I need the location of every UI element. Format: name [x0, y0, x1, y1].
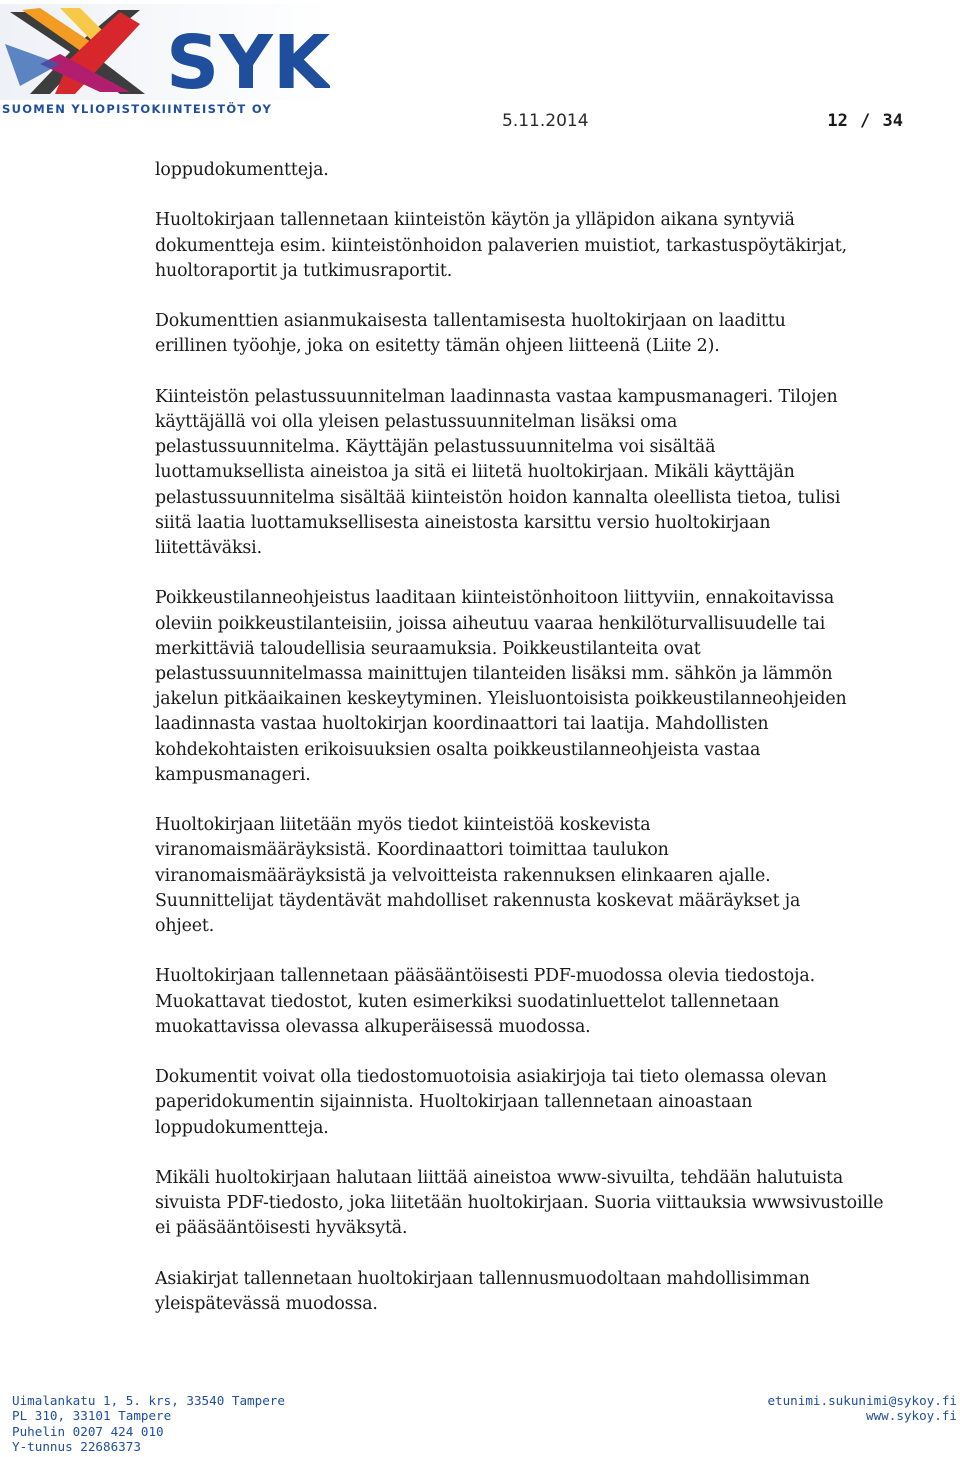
- paragraph-line: Mikäli huoltokirjaan halutaan liittää aineistoa www-sivuilta, tehdään halutuista: [155, 1168, 844, 1188]
- paragraph-line: pelastussuunnitelmassa mainittujen tilanteiden lisäksi mm. sähkön ja lämmön: [155, 664, 833, 684]
- body-paragraph: [155, 385, 935, 561]
- footer-address: [12, 1393, 285, 1455]
- paragraph-line: ohjeet.: [155, 916, 215, 937]
- body-paragraph: [155, 964, 935, 1040]
- paragraph-line: merkittäviä taloudellisia seuraamuksia. Poikkeustilanteita ovat: [155, 638, 701, 659]
- footer-address-line: PL 310, 33101 Tampere: [12, 1408, 172, 1424]
- body-paragraph: [155, 208, 935, 284]
- paragraph-line: erillinen työohje, joka on esitetty tämän ohjeen liitteenä (Liite 2).: [155, 336, 720, 357]
- footer-website-link[interactable]: www.sykoy.fi: [866, 1408, 957, 1424]
- paragraph-line: kampusmanageri.: [155, 764, 311, 785]
- body-paragraph: [155, 813, 935, 939]
- paragraph-line: huoltoraportit ja tutkimusraportit.: [155, 260, 453, 281]
- document-date: 5.11.2014: [502, 111, 589, 131]
- paragraph-line: ei pääsääntöisesti hyväksytä.: [155, 1218, 408, 1239]
- body-paragraph: [155, 158, 935, 183]
- body-paragraph: [155, 1166, 935, 1242]
- body-paragraph: [155, 309, 935, 359]
- paragraph-line: kohdekohtaisten erikoisuuksien osalta poikkeustilanneohjeista vastaa: [155, 739, 761, 760]
- document-body: [155, 158, 935, 1342]
- company-name: SUOMEN YLIOPISTOKIINTEISTÖT OY: [2, 102, 273, 116]
- paragraph-line: luottamuksellista aineistoa ja sitä ei liitetä huoltokirjaan. Mikäli käyttäjän: [155, 462, 795, 483]
- syk-logo-graphic: [0, 4, 330, 100]
- paragraph-line: pelastussuunnitelma. Käyttäjän pelastussuunnitelma voi sisältää: [155, 437, 716, 458]
- paragraph-line: laadinnasta vastaa huoltokirjan koordinaattori tai laatija. Mahdollisten: [155, 714, 769, 735]
- paragraph-line: dokumentteja esim. kiinteistönhoidon palaverien muistiot, tarkastuspöytäkirjat,: [155, 235, 847, 256]
- paragraph-line: käyttäjällä voi olla yleisen pelastussuunnitelman lisäksi oma: [155, 411, 678, 432]
- body-paragraph: [155, 1065, 935, 1141]
- paragraph-line: Dokumenttien asianmukaisesta tallentamisesta huoltokirjaan on laadittu: [155, 311, 786, 332]
- footer-phone: Puhelin 0207 424 010: [12, 1423, 164, 1439]
- footer-email-link[interactable]: etunimi.sukunimi@sykoy.fi: [767, 1393, 957, 1408]
- paragraph-line: yleispätevässä muodossa.: [155, 1294, 378, 1314]
- paragraph-line: pelastussuunnitelma sisältää kiinteistön hoidon kannalta oleellista tietoa, tulisi: [155, 487, 841, 508]
- paragraph-line: loppudokumentteja.: [155, 1117, 329, 1138]
- paragraph-line: Asiakirjat tallennetaan huoltokirjaan tallennusmuodoltaan mahdollisimman: [155, 1268, 810, 1289]
- body-paragraph: [155, 586, 935, 788]
- company-logo: [0, 4, 330, 116]
- paragraph-line: paperidokumentin sijainnista. Huoltokirjaan tallennetaan ainoastaan: [155, 1092, 753, 1113]
- paragraph-line: jakelun pitkäaikainen keskeytyminen. Yleisluontoisista poikkeustilanneohjeiden: [155, 689, 847, 710]
- paragraph-line: Muokattavat tiedostot, kuten esimerkiksi suodatinluettelot tallennetaan: [155, 991, 780, 1012]
- body-paragraph: [155, 1267, 935, 1317]
- paragraph-line: Suunnittelijat täydentävät mahdolliset rakennusta koskevat määräykset ja: [155, 890, 801, 911]
- page-number: 12 / 34: [827, 111, 903, 131]
- paragraph-line: siitä laatia luottamuksellisesta aineistosta karsittu versio huoltokirjaan: [155, 512, 771, 533]
- paragraph-line: viranomaismääräyksistä. Koordinaattori toimittaa taulukon: [155, 840, 669, 861]
- footer-contact: [767, 1393, 957, 1424]
- paragraph-line: Huoltokirjaan tallennetaan pääsääntöisesti PDF-muodossa olevia tiedostoja.: [155, 966, 815, 987]
- paragraph-line: viranomaismääräyksistä ja velvoitteista rakennuksen elinkaaren ajalle.: [155, 865, 771, 886]
- paragraph-line: sivuista PDF-tiedosto, joka liitetään huoltokirjaan. Suoria viittauksia wwwsivustoille: [155, 1193, 884, 1214]
- footer-business-id: Y-tunnus 22686373: [12, 1439, 141, 1455]
- paragraph-line: Dokumentit voivat olla tiedostomuotoisia asiakirjoja tai tieto olemassa olevan: [155, 1067, 827, 1088]
- logo-wordmark: SYK: [166, 20, 330, 100]
- paragraph-line: Huoltokirjaan tallennetaan kiinteistön käytön ja ylläpidon aikana syntyviä: [155, 210, 795, 231]
- paragraph-line: liitettäväksi.: [155, 538, 262, 558]
- paragraph-line: loppudokumentteja.: [155, 160, 329, 180]
- footer-address-line: Uimalankatu 1, 5. krs, 33540 Tampere: [12, 1393, 285, 1408]
- paragraph-line: Huoltokirjaan liitetään myös tiedot kiinteistöä koskevista: [155, 815, 651, 836]
- paragraph-line: Poikkeustilanneohjeistus laaditaan kiinteistönhoitoon liittyviin, ennakoitavissa: [155, 588, 835, 609]
- paragraph-line: muokattavissa olevassa alkuperäisessä muodossa.: [155, 1016, 591, 1037]
- paragraph-line: Kiinteistön pelastussuunnitelman laadinnasta vastaa kampusmanageri. Tilojen: [155, 386, 838, 407]
- paragraph-line: oleviin poikkeustilanteisiin, joissa aiheutuu vaaraa henkilöturvallisuudelle tai: [155, 613, 826, 634]
